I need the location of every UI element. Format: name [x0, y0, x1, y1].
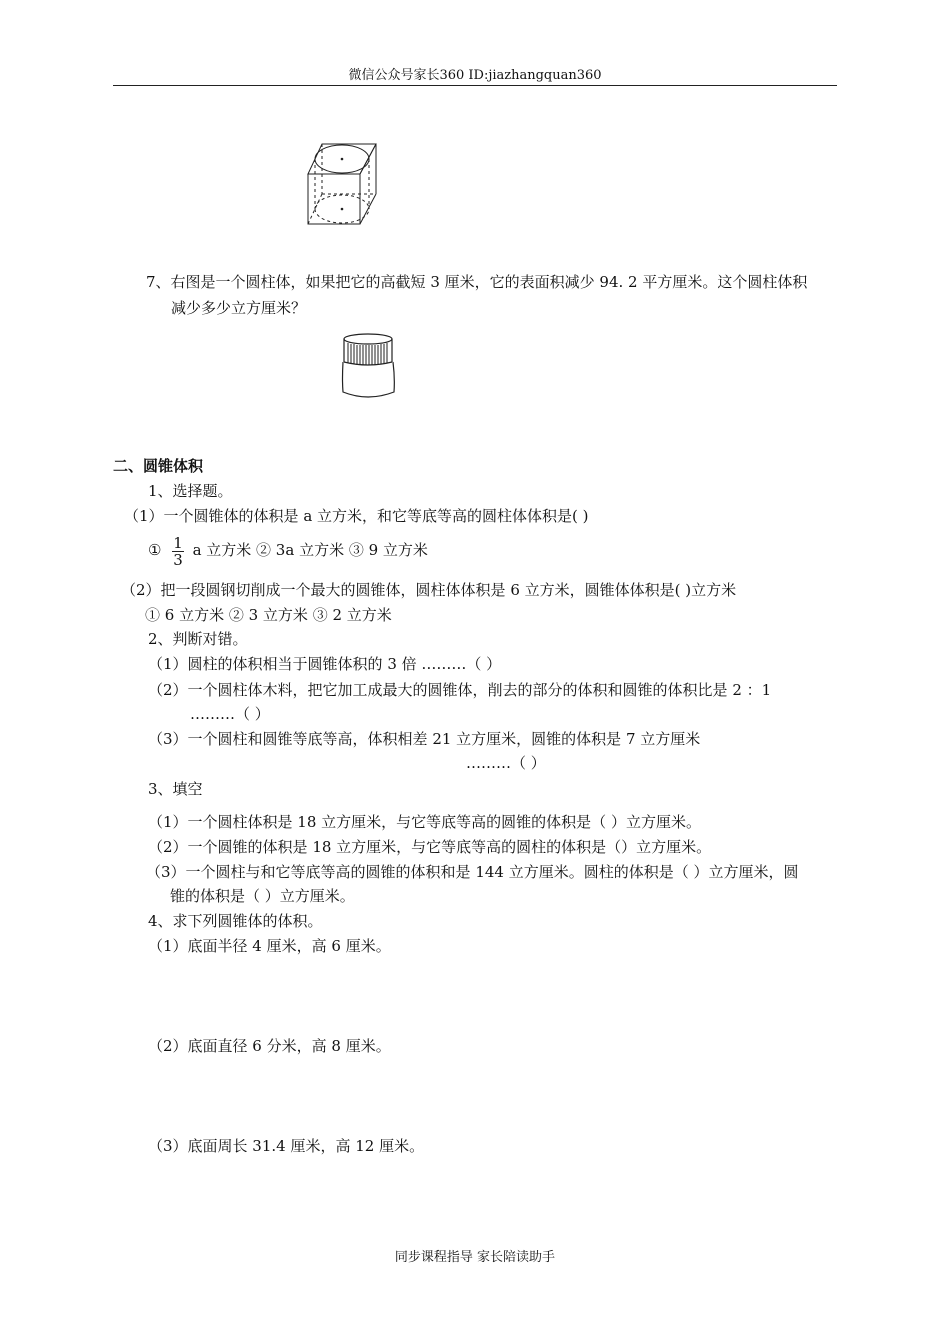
- fraction-numerator: 1: [173, 533, 183, 552]
- p2-q2-line1: （2）一个圆柱体木料，把它加工成最大的圆锥体，削去的部分的体积和圆锥的体积比是 2 ：1: [148, 681, 772, 699]
- jar-cylinder-figure: [338, 330, 402, 402]
- p4-q2: （2）底面直径 6 分米，高 8 厘米。: [148, 1037, 391, 1055]
- p2-heading: 2、判断对错。: [148, 630, 248, 648]
- section-title: 二、圆锥体积: [113, 457, 204, 475]
- p2-q3-line1: （3）一个圆柱和圆锥等底等高，体积相差 21 立方厘米，圆锥的体积是 7 立方厘米: [148, 730, 701, 748]
- cylinder-in-cube-figure: [300, 138, 384, 230]
- p3-q3-line1: （3）一个圆柱与和它等底等高的圆锥的体积和是 144 立方厘米。圆柱的体积是（ ）立方厘米，圆: [146, 863, 799, 881]
- header-rule: [113, 85, 837, 86]
- p4-q1: （1）底面半径 4 厘米，高 6 厘米。: [148, 937, 391, 955]
- fraction-one-third: [172, 535, 184, 568]
- q7-line1: 7、右图是一个圆柱体，如果把它的高截短 3 厘米，它的表面积减少 94. 2 平方厘米。这个圆柱体积: [146, 273, 808, 291]
- p2-q2-line2: ………（ ）: [190, 705, 270, 723]
- p4-q3: （3）底面周长 31.4 厘米，高 12 厘米。: [148, 1137, 425, 1155]
- option-1-marker: ①: [148, 541, 162, 559]
- p4-heading: 4、求下列圆锥体的体积。: [148, 912, 323, 930]
- option-rest: a 立方米 ② 3a 立方米 ③ 9 立方米: [192, 541, 428, 559]
- p1-q2-text: （2）把一段圆钢切削成一个最大的圆锥体，圆柱体体积是 6 立方米，圆锥体体积是( )立方米: [121, 581, 737, 599]
- q7-line2: 减少多少立方厘米？: [171, 299, 307, 317]
- p1-q2-options: ① 6 立方米 ② 3 立方米 ③ 2 立方米: [145, 606, 392, 624]
- fraction-denominator: 3: [173, 550, 183, 569]
- p2-q3-line2: ………（ ）: [466, 754, 546, 772]
- page-header: 微信公众号家长360 ID:jiazhangquan360: [348, 68, 602, 83]
- p1-heading: 1、选择题。: [148, 482, 233, 500]
- p2-q1: （1）圆柱的体积相当于圆锥体积的 3 倍 ………（ ）: [148, 655, 502, 673]
- page-footer: 同步课程指导 家长陪读助手: [394, 1250, 556, 1265]
- p3-q2: （2）一个圆锥的体积是 18 立方厘米，与它等底等高的圆柱的体积是（）立方厘米。: [148, 838, 712, 856]
- p3-q3-line2: 锥的体积是（ ）立方厘米。: [170, 887, 355, 905]
- p3-q1: （1）一个圆柱体积是 18 立方厘米，与它等底等高的圆锥的体积是（ ）立方厘米。: [148, 813, 701, 831]
- p1-q1-options: [148, 532, 428, 568]
- p1-q1-text: （1）一个圆锥体的体积是 a 立方米，和它等底等高的圆柱体体积是( ): [124, 507, 589, 525]
- p3-heading: 3、填空: [148, 780, 203, 798]
